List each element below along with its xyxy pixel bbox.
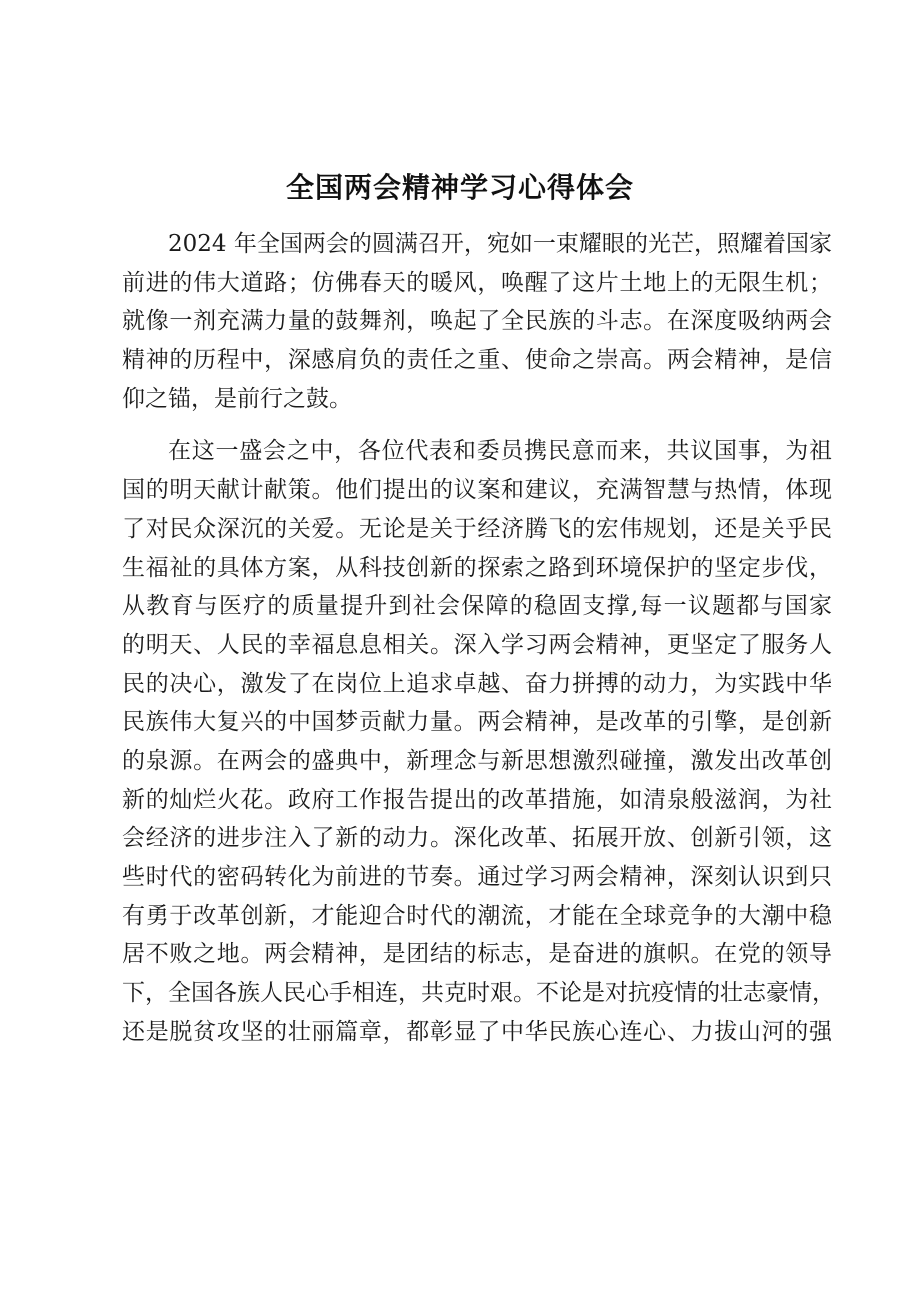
document-body <box>122 225 835 1051</box>
paragraph-line: 生福祉的具体方案，从科技创新的探索之路到环境保护的坚定步伐， <box>122 554 832 581</box>
paragraph-line: 2024 年全国两会的圆满召开，宛如一束耀眼的光芒，照耀着国家 <box>168 231 832 257</box>
paragraph-line: 了对民众深沉的关爱。无论是关于经济腾飞的宏伟规划，还是关乎民 <box>122 515 832 542</box>
paragraph-line: 些时代的密码转化为前进的节奏。通过学习两会精神，深刻认识到只 <box>122 864 832 890</box>
paragraph-2 <box>122 432 835 1051</box>
paragraph-line: 从教育与医疗的质量提升到社会保障的稳固支撑,每一议题都与国家 <box>122 593 832 620</box>
paragraph-line: 的泉源。在两会的盛典中，新理念与新思想激烈碰撞，激发出改革创 <box>122 747 832 774</box>
paragraph-line: 有勇于改革创新，才能迎合时代的潮流，才能在全球竞争的大潮中稳 <box>122 902 832 929</box>
paragraph-line: 还是脱贫攻坚的壮丽篇章，都彰显了中华民族心连心、力拔山河的强 <box>122 1018 832 1045</box>
paragraph-line: 新的灿烂火花。政府工作报告提出的改革措施，如清泉般滋润，为社 <box>122 786 832 813</box>
paragraph-line: 精神的历程中，深感肩负的责任之重、使命之崇高。两会精神，是信 <box>122 347 832 374</box>
paragraph-line: 居不败之地。两会精神，是团结的标志，是奋进的旗帜。在党的领导 <box>122 941 832 968</box>
document-title: 全国两会精神学习心得体会 <box>285 171 634 204</box>
paragraph-line: 民族伟大复兴的中国梦贡献力量。两会精神，是改革的引擎，是创新 <box>122 709 832 736</box>
paragraph-line: 民的决心，激发了在岗位上追求卓越、奋力拼搏的动力，为实践中华 <box>122 670 832 697</box>
paragraph-line: 前进的伟大道路；仿佛春天的暖风，唤醒了这片土地上的无限生机； <box>122 269 832 296</box>
paragraph-line: 下，全国各族人民心手相连，共克时艰。不论是对抗疫情的壮志豪情， <box>122 980 835 1007</box>
paragraph-line: 国的明天献计献策。他们提出的议案和建议，充满智慧与热情，体现 <box>122 477 832 504</box>
paragraph-line: 在这一盛会之中，各位代表和委员携民意而来，共议国事，为祖 <box>168 438 832 465</box>
paragraph-spacer <box>122 418 832 432</box>
paragraph-line: 的明天、人民的幸福息息相关。深入学习两会精神，更坚定了服务人 <box>122 631 832 658</box>
paragraph-line: 就像一剂充满力量的鼓舞剂，唤起了全民族的斗志。在深度吸纳两会 <box>122 308 832 335</box>
paragraph-1 <box>122 225 832 418</box>
paragraph-line: 仰之锚，是前行之鼓。 <box>122 385 352 412</box>
paragraph-line: 会经济的进步注入了新的动力。深化改革、拓展开放、创新引领，这 <box>122 825 832 852</box>
